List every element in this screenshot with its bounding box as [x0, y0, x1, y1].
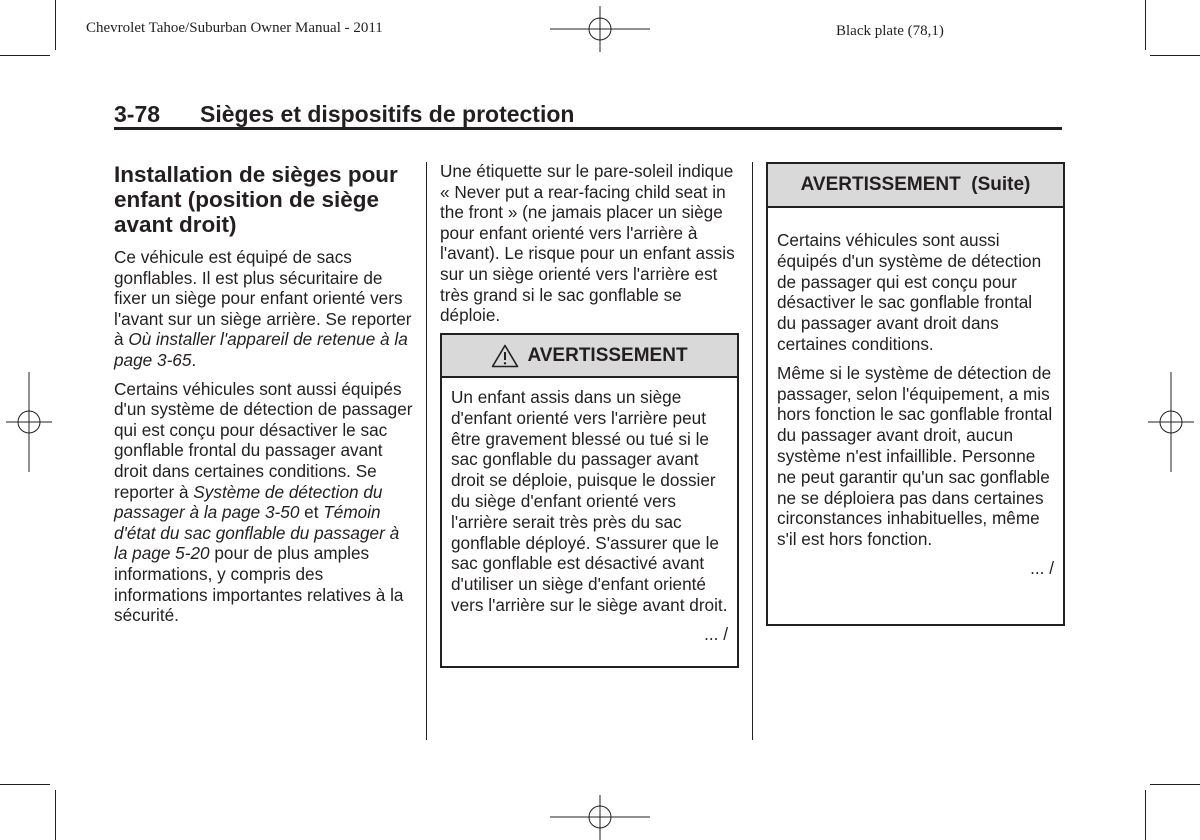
registration-mark-top: [550, 6, 650, 52]
text: Ce véhicule est équipé de sacs gonflables. Il est plus sécuritaire de fixer un siège pour enfant orienté vers l'avant sur un siège arrière. Se reporter à: [114, 247, 412, 350]
cross-reference: Où installer l'appareil de retenue à la page 3-65: [114, 329, 408, 370]
warning-text: Un enfant assis dans un siège d'enfant orienté vers l'arrière peut être gravement blessé ou tué si le sac gonflable du passager avant droit se déploie, puisque le dossier du siège d'enfant orienté vers l'arrière serait très près du sac gonflable déployé. S'assurer que le sac gonflable est désactivé avant d'utiliser un siège d'enfant orienté vers l'arrière sur le siège avant droit.: [451, 387, 728, 615]
warning-text: Certains véhicules sont aussi équipés d'un système de détection de passager qui est conçu pour désactiver le sac gonflable frontal du passager avant droit dans certaines conditions.: [777, 230, 1042, 354]
text: .: [191, 349, 197, 370]
warning-title-band: [442, 335, 737, 378]
column-divider-1: [426, 162, 427, 740]
cross-reference: Témoin d'état du sac gonflable du passager à la page 5-20: [114, 502, 400, 564]
column-2: [440, 161, 740, 334]
section-name: Sièges et dispositifs de protection: [200, 101, 575, 127]
text: pour de plus amples informations, y compris des informations importantes relatives à la sécurité.: [114, 543, 404, 626]
continued-marker: ... /: [704, 623, 728, 644]
warning-body: [768, 208, 1063, 550]
warning-title-band: [768, 164, 1063, 208]
paragraph: [114, 247, 414, 371]
column-1: [114, 162, 414, 634]
registration-mark-left: [6, 372, 52, 472]
paragraph: [114, 379, 414, 626]
continued-marker: ... /: [1030, 557, 1054, 578]
warning-box-continued: [766, 162, 1065, 626]
running-header-left: Chevrolet Tahoe/Suburban Owner Manual - 2011: [86, 20, 383, 36]
subsection-heading: Installation de sièges pour enfant (position de siège avant droit): [114, 162, 398, 237]
warning-title: AVERTISSEMENT: [527, 344, 688, 366]
warning-triangle-icon: [491, 344, 519, 368]
registration-mark-bottom: [550, 795, 650, 840]
cross-reference: Système de détection du passager à la page 3-50: [114, 481, 383, 523]
warning-text: Même si le système de détection de passager, selon l'équipement, a mis hors fonction le sac gonflable frontal du passager avant droit, aucun système n'est infaillible. Personne ne peut garantir qu'un sac gonflable ne se déploiera pas dans certaines circonstances inhabituelles, même s'il est hors fonction.: [777, 362, 1053, 550]
column-divider-2: [752, 162, 753, 740]
warning-body: [442, 378, 737, 616]
registration-mark-right: [1148, 372, 1194, 472]
text: Certains véhicules sont aussi équipés d'un système de détection de passager qui est conçu pour désactiver le sac gonflable frontal du passager avant droit dans certaines conditions. Se reporter à: [114, 378, 413, 502]
paragraph: Une étiquette sur le pare-soleil indique « Never put a rear-facing child seat in the front » (ne jamais placer un siège pour enfant orienté vers l'arrière à l'avant). Le risque pour un enfant assis sur un siège orienté vers l'arrière est très grand si le sac gonflable se déploie.: [440, 161, 735, 326]
warning-title: AVERTISSEMENT (Suite): [800, 174, 1031, 195]
warning-box: [440, 333, 739, 668]
section-title: [114, 101, 574, 128]
text: et: [299, 502, 324, 523]
section-rule: [114, 127, 1062, 130]
running-header-right: Black plate (78,1): [836, 23, 944, 39]
page-number: 3-78: [114, 101, 161, 127]
